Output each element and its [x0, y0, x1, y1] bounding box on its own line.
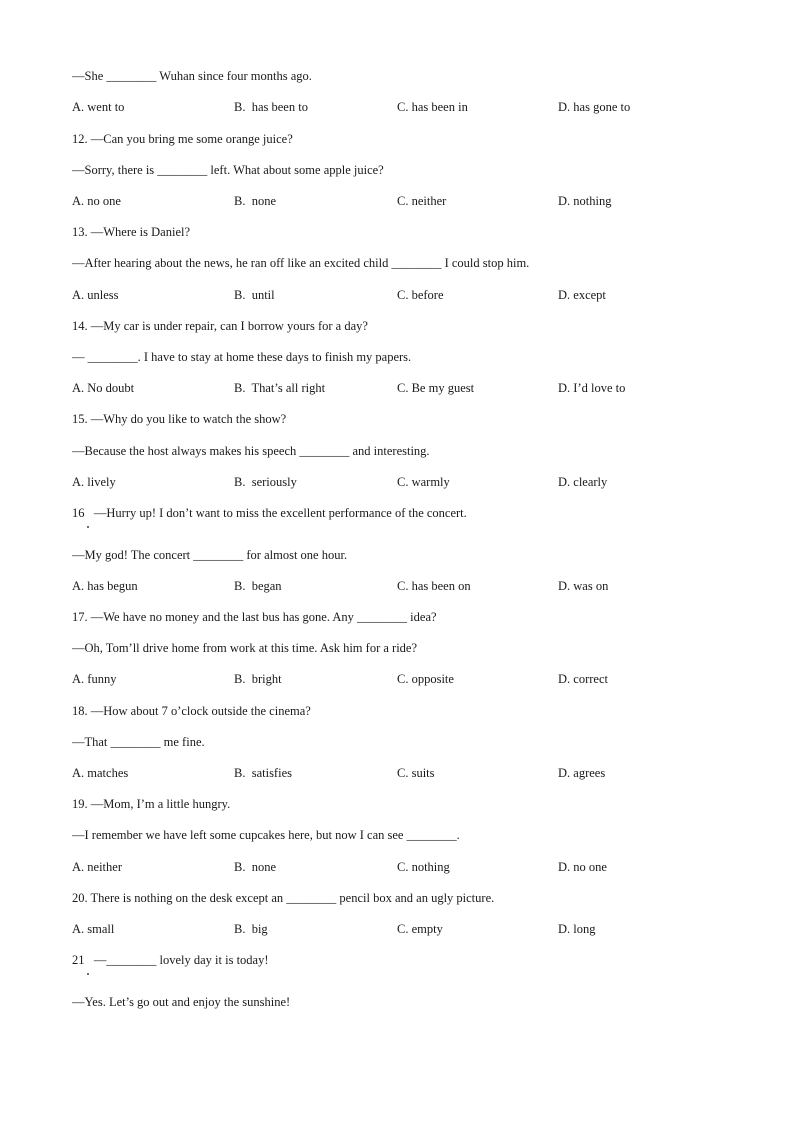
option-a[interactable]: A. matches [72, 766, 129, 780]
option-d[interactable]: D. agrees [558, 766, 606, 780]
option-b[interactable]: B. none [234, 860, 277, 874]
option-a[interactable]: A. has begun [72, 579, 138, 593]
option-a[interactable]: A. unless [72, 288, 119, 302]
option-d[interactable]: D. correct [558, 672, 608, 686]
option-c[interactable]: C. neither [397, 194, 447, 208]
question-17-prompt: 17. —We have no money and the last bus has gone. Any ________ idea? [72, 610, 437, 624]
option-a[interactable]: A. went to [72, 100, 125, 114]
option-c[interactable]: C. Be my guest [397, 381, 475, 395]
option-b[interactable]: B. until [234, 288, 275, 302]
option-b[interactable]: B. seriously [234, 475, 297, 489]
option-c[interactable]: C. opposite [397, 672, 454, 686]
question-20-prompt: 20. There is nothing on the desk except an ________ pencil box and an ugly picture. [72, 891, 495, 905]
option-b[interactable]: B. bright [234, 672, 282, 686]
option-a[interactable]: A. funny [72, 672, 117, 686]
option-c[interactable]: C. warmly [397, 475, 450, 489]
option-b[interactable]: B. big [234, 922, 268, 936]
option-b[interactable]: B. none [234, 194, 277, 208]
option-d[interactable]: D. except [558, 288, 606, 302]
question-21-answer-line: —Yes. Let’s go out and enjoy the sunshine! [72, 995, 291, 1009]
option-d[interactable]: D. has gone to [558, 100, 631, 114]
option-b[interactable]: B. has been to [234, 100, 308, 114]
option-d[interactable]: D. no one [558, 860, 607, 874]
option-a[interactable]: A. No doubt [72, 381, 135, 395]
option-d[interactable]: D. clearly [558, 475, 608, 489]
question-15-prompt: 15. —Why do you like to watch the show? [72, 412, 287, 426]
question-16-prompt: 16 —Hurry up! I don’t want to miss the excellent performance of the concert. [72, 506, 467, 520]
question-16-answer-line: —My god! The concert ________ for almost one hour. [72, 548, 348, 562]
question-12-prompt: 12. —Can you bring me some orange juice? [72, 132, 293, 146]
option-b[interactable]: B. That’s all right [234, 381, 326, 395]
option-c[interactable]: C. suits [397, 766, 435, 780]
number-dot-mark [87, 973, 89, 975]
question-18-prompt: 18. —How about 7 o’clock outside the cinema? [72, 704, 311, 718]
option-d[interactable]: D. was on [558, 579, 609, 593]
option-d[interactable]: D. nothing [558, 194, 612, 208]
option-c[interactable]: C. has been on [397, 579, 471, 593]
option-a[interactable]: A. neither [72, 860, 122, 874]
question-14-answer-line: — ________. I have to stay at home these days to finish my papers. [72, 350, 412, 364]
question-21-prompt: 21 —________ lovely day it is today! [72, 953, 269, 967]
question-19-prompt: 19. —Mom, I’m a little hungry. [72, 797, 231, 811]
option-b[interactable]: B. satisfies [234, 766, 292, 780]
question-13-prompt: 13. —Where is Daniel? [72, 225, 191, 239]
question-19-answer-line: —I remember we have left some cupcakes here, but now I can see ________. [72, 828, 460, 842]
option-c[interactable]: C. before [397, 288, 444, 302]
question-15-answer-line: —Because the host always makes his speech ________ and interesting. [72, 444, 430, 458]
question-11-answer-line: —She ________ Wuhan since four months ago. [72, 69, 312, 83]
question-14-prompt: 14. —My car is under repair, can I borrow yours for a day? [72, 319, 368, 333]
option-a[interactable]: A. no one [72, 194, 121, 208]
question-13-answer-line: —After hearing about the news, he ran off like an excited child ________ I could stop him. [72, 256, 530, 270]
question-17-answer-line: —Oh, Tom’ll drive home from work at this time. Ask him for a ride? [72, 641, 418, 655]
question-12-answer-line: —Sorry, there is ________ left. What about some apple juice? [72, 163, 384, 177]
option-c[interactable]: C. has been in [397, 100, 468, 114]
option-c[interactable]: C. nothing [397, 860, 450, 874]
option-c[interactable]: C. empty [397, 922, 443, 936]
number-dot-mark [87, 526, 89, 528]
option-a[interactable]: A. small [72, 922, 115, 936]
option-d[interactable]: D. long [558, 922, 596, 936]
option-d[interactable]: D. I’d love to [558, 381, 626, 395]
question-18-answer-line: —That ________ me fine. [72, 735, 205, 749]
option-a[interactable]: A. lively [72, 475, 116, 489]
option-b[interactable]: B. began [234, 579, 282, 593]
